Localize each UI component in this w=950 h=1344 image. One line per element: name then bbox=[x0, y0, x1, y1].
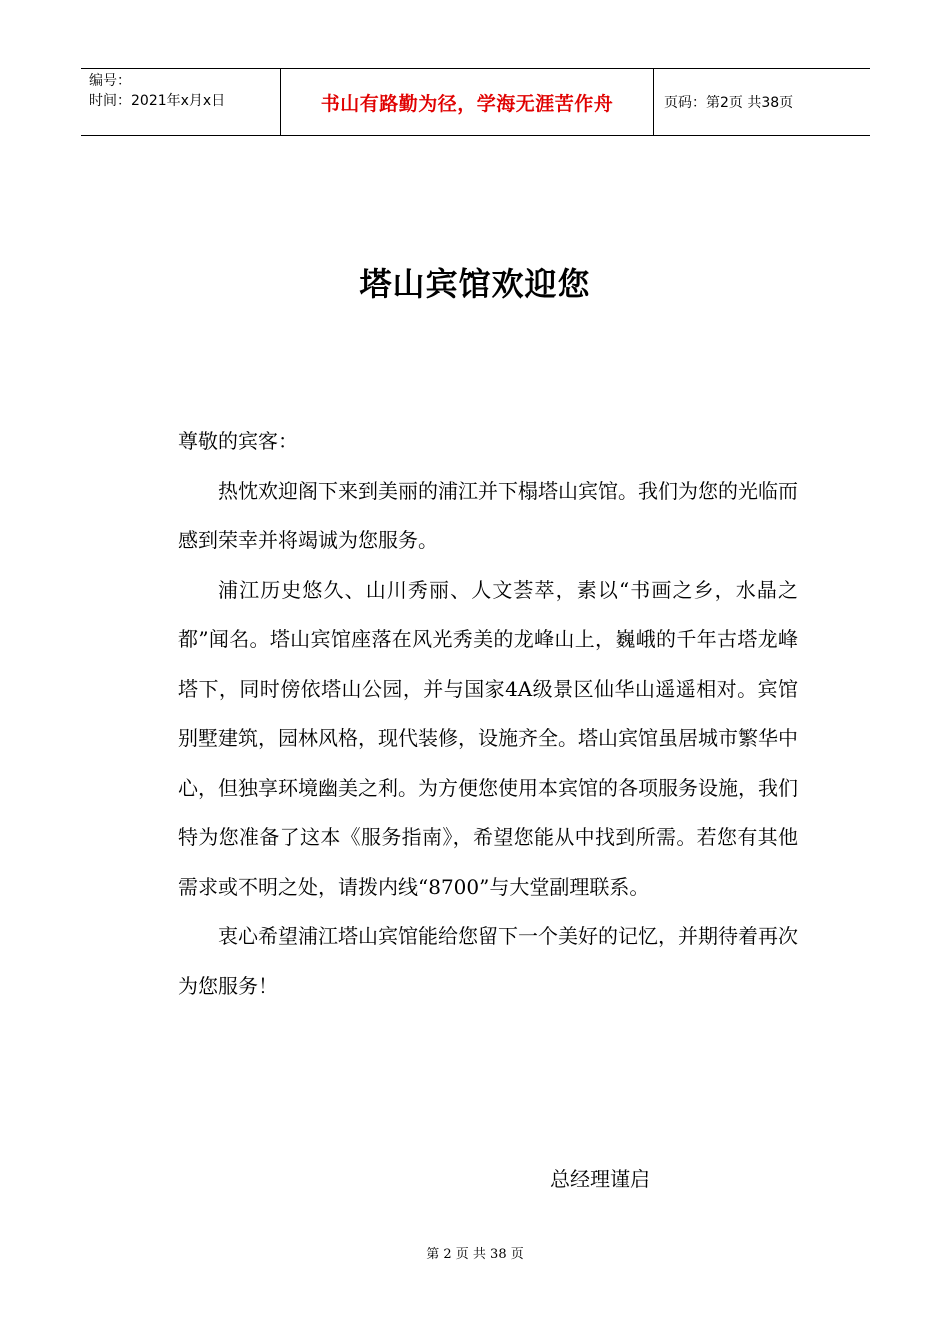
salutation: 尊敬的宾客： bbox=[178, 429, 298, 453]
header-page-info: 页码：第2页 共38页 bbox=[664, 95, 794, 111]
header-motto: 书山有路勤为径，学海无涯苦作舟 bbox=[281, 69, 654, 135]
letter-paragraph: 浦江历史悠久、山川秀丽、人文荟萃，素以“书画之乡，水晶之都”闻名。塔山宾馆座落在风光秀美的龙峰山上，巍峨的千年古塔龙峰塔下，同时傍依塔山公园，并与国家4A级景区仙华山遥遥相对。宾馆别墅建筑，园林风格，现代装修，设施齐全。塔山宾馆虽居城市繁华中心，但独享环境幽美之利。为方便您使用本宾馆的各项服务设施，我们特为您准备了这本《服务指南》，希望您能从中找到所需。若您有其他需求或不明之处，请拨内线“8700”与大堂副理联系。 bbox=[178, 577, 798, 899]
header-meta-cell bbox=[81, 69, 281, 135]
date-label: 时间：2021年x月x日 bbox=[89, 93, 226, 109]
letter-paragraph: 热忱欢迎阁下来到美丽的浦江并下榻塔山宾馆。我们为您的光临而感到荣幸并将竭诚为您服务。 bbox=[178, 478, 798, 552]
signature: 总经理谨启 bbox=[550, 1167, 650, 1191]
serial-number-label: 编号： bbox=[89, 73, 131, 89]
welcome-letter bbox=[178, 417, 798, 1011]
document-header bbox=[81, 68, 870, 136]
letter-paragraph: 衷心希望浦江塔山宾馆能给您留下一个美好的记忆，并期待着再次为您服务！ bbox=[178, 924, 798, 998]
page-title: 塔山宾馆欢迎您 bbox=[359, 265, 591, 303]
page-footer: 第 2 页 共 38 页 bbox=[426, 1247, 524, 1262]
